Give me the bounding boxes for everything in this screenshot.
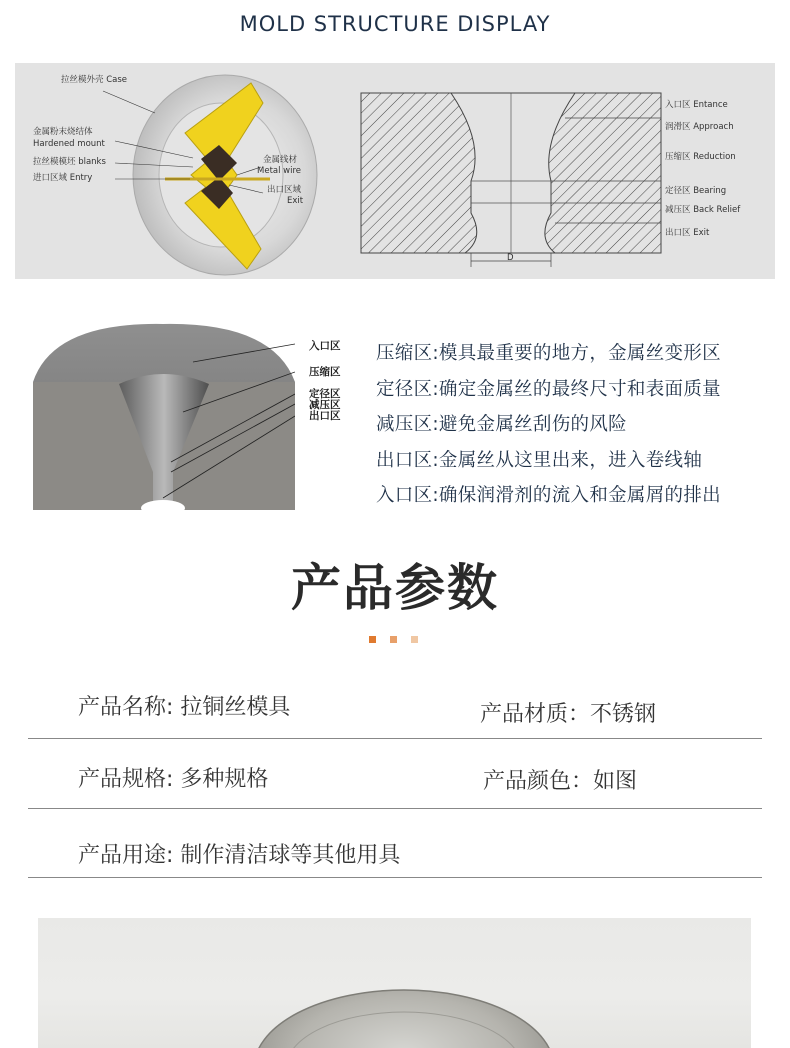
- param-color: 产品颜色：如图: [483, 769, 638, 794]
- die-label-bearing: 定径区: [309, 388, 341, 400]
- mold-structure-illustration: [15, 63, 775, 279]
- case-label: 拉丝模外壳 Case: [61, 75, 128, 85]
- description-exit: 出口区:金属丝从这里出来，进入卷线轴: [376, 450, 703, 471]
- param-spec: 产品规格: 多种规格: [78, 767, 269, 792]
- divider-3: [28, 877, 762, 878]
- dimension-label: D: [507, 253, 514, 263]
- entry-label: 进口区域 Entry: [33, 173, 93, 183]
- param-material: 产品材质：不锈钢: [480, 702, 657, 727]
- die-label-reduction: 压缩区: [309, 366, 341, 378]
- zone-label-entrance: 入口区 Entance: [665, 100, 728, 110]
- blanks-label: 拉丝模模坯 blanks: [33, 157, 106, 167]
- description-reduction: 压缩区:模具最重要的地方，金属丝变形区: [376, 343, 721, 364]
- divider-1: [28, 738, 762, 739]
- description-back-relief: 减压区:避免金属丝刮伤的风险: [376, 414, 627, 435]
- die-label-back-relief: 减压区: [309, 399, 341, 411]
- hardened-mount-label-en: Hardened mount: [33, 139, 105, 149]
- product-params-title: 产品参数: [291, 559, 499, 617]
- metal-wire-label-en: Metal wire: [257, 166, 302, 176]
- decor-dot-2: [390, 636, 397, 643]
- zone-label-exit: 出口区 Exit: [665, 228, 710, 238]
- mold-structure-diagram: [15, 63, 775, 279]
- die-label-entrance: 入口区: [309, 340, 341, 352]
- page-header-title: MOLD STRUCTURE DISPLAY: [239, 12, 551, 36]
- description-bearing: 定径区:确定金属丝的最终尺寸和表面质量: [376, 379, 721, 400]
- zone-label-bearing: 定径区 Bearing: [665, 186, 727, 196]
- divider-2: [28, 808, 762, 809]
- decor-dot-3: [411, 636, 418, 643]
- die-label-exit: 出口区: [309, 410, 341, 422]
- product-photo-die: [38, 918, 751, 1048]
- description-entrance: 入口区:确保润滑剂的流入和金属屑的排出: [376, 485, 721, 506]
- exit-label-cn: 出口区域: [267, 185, 302, 195]
- param-name: 产品名称: 拉铜丝模具: [78, 695, 291, 720]
- die-cross-section-illustration: [33, 322, 295, 510]
- zone-label-approach: 润滑区 Approach: [665, 122, 734, 132]
- param-usage: 产品用途: 制作清洁球等其他用具: [78, 843, 401, 868]
- product-photo: [38, 918, 751, 1048]
- die-cross-section: [33, 322, 295, 510]
- hardened-mount-label-cn: 金属粉末烧结体: [33, 127, 93, 137]
- metal-wire-label-cn: 金属线材: [263, 155, 298, 165]
- decor-dot-1: [369, 636, 376, 643]
- zone-label-reduction: 压缩区 Reduction: [665, 152, 736, 162]
- zone-label-back-relief: 减压区 Back Relief: [665, 205, 741, 215]
- exit-label-en: Exit: [287, 196, 304, 206]
